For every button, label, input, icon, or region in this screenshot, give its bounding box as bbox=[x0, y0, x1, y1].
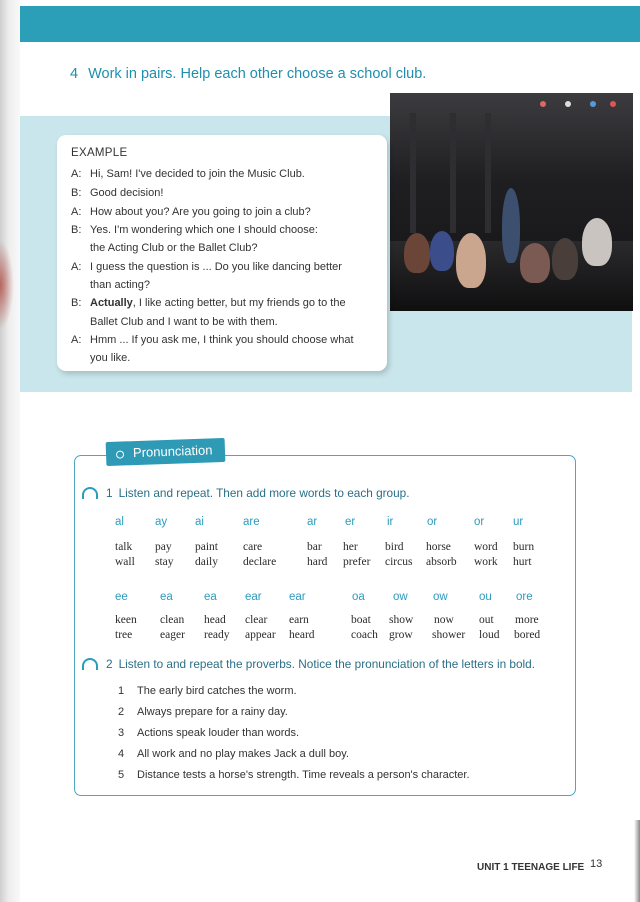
exercise-number: 2 bbox=[106, 657, 113, 671]
example-word: word bbox=[474, 541, 498, 553]
line-text: Good decision! bbox=[90, 187, 164, 199]
proverb-item bbox=[118, 748, 349, 760]
dialogue-line-continued bbox=[90, 239, 258, 257]
seated-student bbox=[404, 233, 430, 273]
seated-student bbox=[456, 233, 486, 288]
example-word: tree bbox=[115, 629, 133, 641]
page-number: 13 bbox=[590, 858, 603, 870]
exercise-number: 1 bbox=[106, 486, 113, 500]
example-word: earn bbox=[289, 614, 309, 626]
example-word: eager bbox=[160, 629, 185, 641]
spelling-label: ear bbox=[245, 591, 262, 603]
footer-unit-label: UNIT 1 TEENAGE LIFE bbox=[477, 862, 585, 873]
standing-performer bbox=[502, 188, 520, 263]
example-word: care bbox=[243, 541, 263, 553]
spelling-label: ow bbox=[393, 591, 408, 603]
example-word: her bbox=[343, 541, 358, 553]
line-text: Hmm ... If you ask me, I think you should choose what bbox=[90, 334, 354, 346]
speaker: A: bbox=[71, 334, 82, 346]
spelling-label: al bbox=[115, 516, 124, 528]
instruction-text: Listen and repeat. Then add more words to each group. bbox=[118, 486, 410, 500]
proverb-text: Actions speak louder than words. bbox=[137, 727, 300, 739]
example-word: wall bbox=[115, 556, 135, 568]
pronunciation-tab-label: Pronunciation bbox=[132, 442, 213, 461]
example-word: shower bbox=[432, 629, 466, 641]
speaker: B: bbox=[71, 187, 82, 199]
example-word: paint bbox=[195, 541, 218, 553]
speaker: B: bbox=[71, 297, 82, 309]
example-word: ready bbox=[204, 629, 230, 641]
example-word: show bbox=[389, 614, 414, 626]
spelling-label: or bbox=[474, 516, 485, 528]
dialogue-line-continued bbox=[90, 313, 278, 331]
exercise-4-title bbox=[70, 66, 426, 82]
example-word: appear bbox=[245, 629, 276, 641]
seated-student bbox=[430, 231, 454, 271]
example-word: absorb bbox=[426, 556, 457, 568]
dialogue-line bbox=[71, 184, 163, 202]
page-binding bbox=[0, 0, 20, 902]
speaker: A: bbox=[71, 168, 82, 180]
proverb-text: The early bird catches the worm. bbox=[137, 685, 297, 697]
seated-student bbox=[520, 243, 550, 283]
spelling-label: ur bbox=[513, 516, 524, 528]
speaker: B: bbox=[71, 224, 82, 236]
example-word: more bbox=[515, 614, 539, 626]
spelling-label: ow bbox=[433, 591, 448, 603]
example-word: declare bbox=[243, 556, 277, 568]
example-word: prefer bbox=[343, 556, 371, 568]
top-color-band bbox=[20, 6, 640, 42]
spelling-label: are bbox=[243, 516, 260, 528]
proverb-number: 1 bbox=[118, 685, 125, 697]
example-word: grow bbox=[389, 629, 413, 641]
example-word: hard bbox=[307, 556, 328, 568]
proverb-number: 2 bbox=[118, 706, 125, 718]
example-word: heard bbox=[289, 629, 315, 641]
line-text: Ballet Club and I want to be with them. bbox=[90, 316, 278, 328]
spelling-label: ea bbox=[160, 591, 173, 603]
stage-light bbox=[565, 101, 571, 107]
example-word: boat bbox=[351, 614, 371, 626]
spelling-label: er bbox=[345, 516, 356, 528]
circle-icon bbox=[116, 450, 124, 458]
example-word: keen bbox=[115, 614, 137, 626]
dialogue-line bbox=[71, 221, 318, 239]
stage-light bbox=[540, 101, 546, 107]
spelling-label: ear bbox=[289, 591, 306, 603]
proverb-text: Always prepare for a rainy day. bbox=[137, 706, 288, 718]
example-word: talk bbox=[115, 541, 133, 553]
line-text: you like. bbox=[90, 352, 131, 364]
example-word: now bbox=[434, 614, 454, 626]
proverb-text: All work and no play makes Jack a dull boy. bbox=[137, 748, 349, 760]
spelling-label: ea bbox=[204, 591, 217, 603]
stage-light bbox=[590, 101, 596, 107]
speaker: A: bbox=[71, 261, 82, 273]
dialogue-line bbox=[71, 258, 342, 276]
example-word: pay bbox=[155, 541, 172, 553]
spelling-label: ore bbox=[516, 591, 533, 603]
example-label: EXAMPLE bbox=[71, 147, 128, 159]
spelling-label: ay bbox=[155, 516, 168, 528]
spelling-label: ee bbox=[115, 591, 128, 603]
spelling-label: ou bbox=[479, 591, 492, 603]
spelling-label: or bbox=[427, 516, 438, 528]
example-word: bird bbox=[385, 541, 404, 553]
proverb-item bbox=[118, 727, 299, 739]
example-word: circus bbox=[385, 556, 413, 568]
headphones-icon bbox=[82, 487, 98, 499]
example-word: bar bbox=[307, 541, 322, 553]
dialogue-line bbox=[71, 165, 305, 183]
exercise-1-instruction bbox=[82, 486, 410, 500]
curtain bbox=[485, 113, 491, 233]
spelling-label: oa bbox=[352, 591, 365, 603]
example-word: burn bbox=[513, 541, 535, 553]
seated-student bbox=[552, 238, 578, 280]
spelling-label: ir bbox=[387, 516, 394, 528]
example-word: hurt bbox=[513, 556, 532, 568]
dialogue-line-continued bbox=[90, 276, 150, 294]
proverb-text: Distance tests a horse's strength. Time reveals a person's character. bbox=[137, 769, 470, 781]
curtain bbox=[410, 113, 416, 233]
line-text: than acting? bbox=[90, 279, 150, 291]
example-word: daily bbox=[195, 556, 218, 568]
proverb-item bbox=[118, 685, 297, 697]
line-text: How about you? Are you going to join a club? bbox=[90, 206, 311, 218]
example-word: bored bbox=[514, 629, 541, 641]
page-edge-shadow bbox=[634, 820, 640, 902]
exercise-2-instruction bbox=[82, 657, 535, 671]
line-text: , I like acting better, but my friends go to the bbox=[132, 297, 346, 309]
example-word: stay bbox=[155, 556, 174, 568]
bold-word: Actually bbox=[90, 297, 133, 309]
example-word: work bbox=[474, 556, 498, 568]
headphones-icon bbox=[82, 658, 98, 670]
proverb-number: 4 bbox=[118, 748, 125, 760]
example-word: head bbox=[204, 614, 226, 626]
seated-student bbox=[582, 218, 612, 266]
line-text: the Acting Club or the Ballet Club? bbox=[90, 242, 258, 254]
pronunciation-box bbox=[74, 455, 576, 796]
line-text: Hi, Sam! I've decided to join the Music Club. bbox=[90, 168, 305, 180]
line-text: I guess the question is ... Do you like dancing better bbox=[90, 261, 342, 273]
exercise-instruction: Work in pairs. Help each other choose a school club. bbox=[88, 66, 427, 82]
exercise-number: 4 bbox=[70, 66, 79, 82]
stage-light bbox=[610, 101, 616, 107]
pronunciation-tab bbox=[106, 438, 225, 466]
binding-shadow bbox=[0, 240, 14, 330]
drama-club-photo bbox=[390, 93, 633, 311]
speaker: A: bbox=[71, 206, 82, 218]
proverb-number: 3 bbox=[118, 727, 125, 739]
example-word: loud bbox=[479, 629, 500, 641]
dialogue-line bbox=[71, 294, 346, 312]
dialogue-line bbox=[71, 203, 311, 221]
example-word: horse bbox=[426, 541, 451, 553]
proverb-item bbox=[118, 769, 470, 781]
example-word: out bbox=[479, 614, 494, 626]
example-word: clean bbox=[160, 614, 185, 626]
example-word: clear bbox=[245, 614, 268, 626]
dialogue-line-continued bbox=[90, 349, 130, 367]
line-text: Yes. I'm wondering which one I should choose: bbox=[90, 224, 318, 236]
example-word: coach bbox=[351, 629, 378, 641]
spelling-label: ar bbox=[307, 516, 318, 528]
proverb-item bbox=[118, 706, 288, 718]
curtain bbox=[450, 113, 456, 233]
spelling-label: ai bbox=[195, 516, 204, 528]
dialogue-line bbox=[71, 331, 354, 349]
proverb-number: 5 bbox=[118, 769, 125, 781]
instruction-text: Listen to and repeat the proverbs. Notice the pronunciation of the letters in bold. bbox=[118, 657, 535, 671]
